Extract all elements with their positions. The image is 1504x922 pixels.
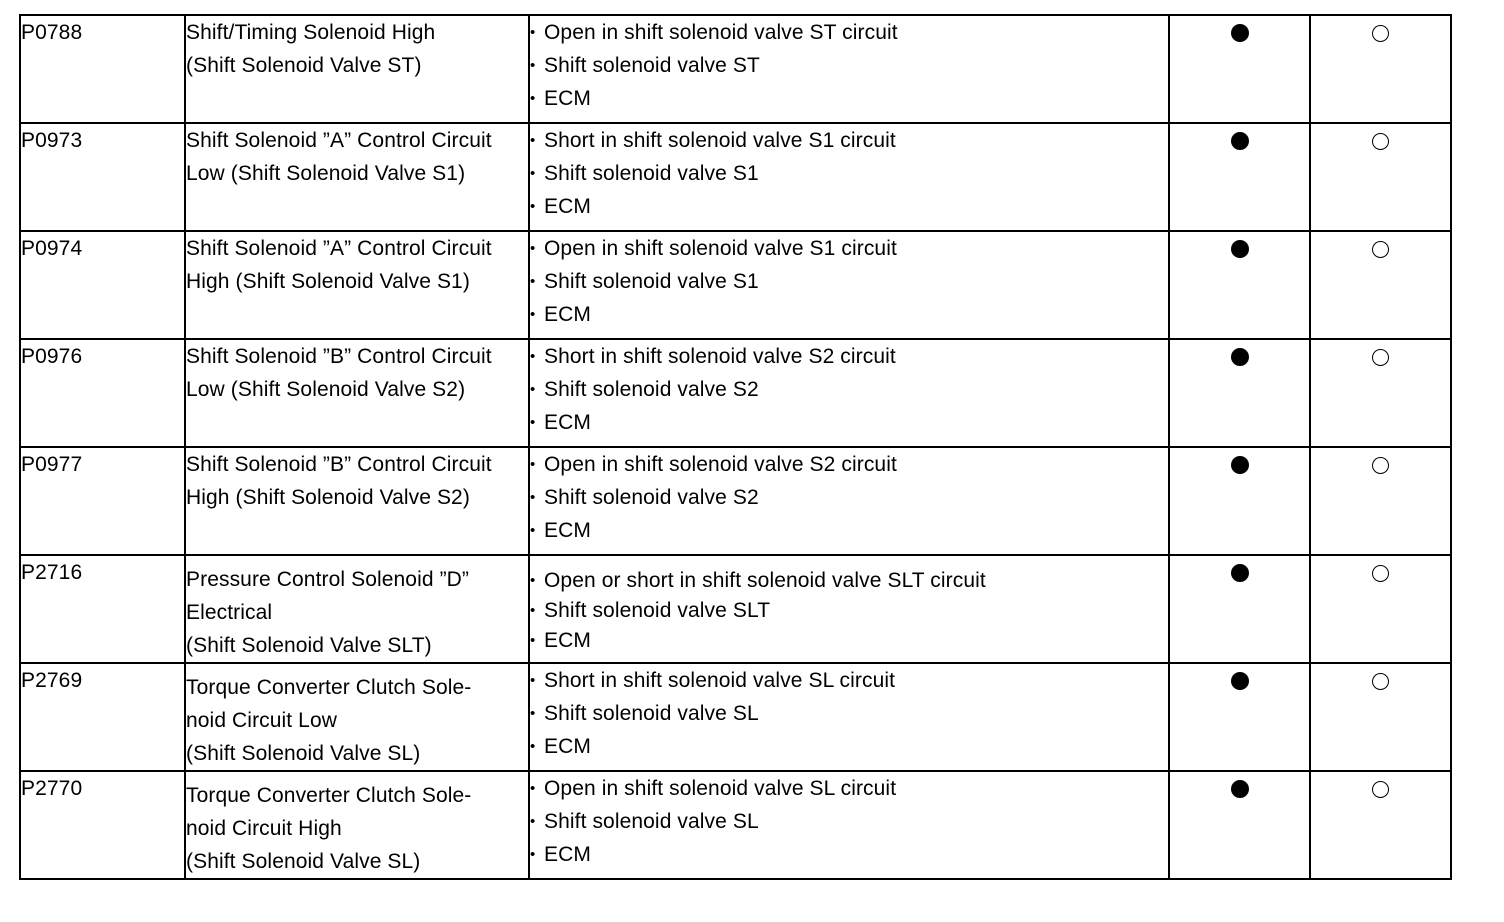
trouble-area-item [530,157,1168,190]
trouble-area-text: Open or short in shift solenoid valve SLT circuit [544,569,986,592]
trouble-area-cell [529,15,1169,123]
detection-item-line: Torque Converter Clutch Sole- [186,784,472,807]
detection-item-line: Low (Shift Solenoid Valve S2) [186,378,466,401]
bullet-icon: • [530,738,536,755]
detection-item-cell [185,15,529,123]
trouble-area-cell [529,663,1169,771]
filled-circle-icon [1231,24,1249,42]
trouble-area-item [530,772,1168,805]
bullet-icon: • [530,813,536,830]
trouble-area-text: ECM [544,735,591,758]
trouble-area-text: Open in shift solenoid valve S2 circuit [544,453,897,476]
filled-circle-icon [1231,132,1249,150]
trouble-area-item [530,82,1168,115]
detection-item-line: Shift Solenoid ”A” Control Circuit [186,237,492,260]
bullet-icon: • [530,456,536,473]
detection-item-line: noid Circuit Low [186,709,337,732]
trouble-area-text: ECM [544,843,591,866]
open-circle-icon [1372,133,1389,150]
open-circle-icon [1372,781,1389,798]
bullet-icon: • [530,672,536,689]
dtc-code: P0974 [21,237,83,260]
trouble-area-text: Shift solenoid valve S1 [544,162,759,185]
detection-item-line: (Shift Solenoid Valve SL) [186,850,421,873]
trouble-area-item [530,481,1168,514]
trouble-area-cell [529,231,1169,339]
filled-circle-icon [1231,240,1249,258]
trouble-area-text: Open in shift solenoid valve S1 circuit [544,237,897,260]
detection-item-line: Shift/Timing Solenoid High [186,21,436,44]
dtc-code-cell [20,663,185,771]
trouble-area-item [530,190,1168,223]
mark-cell-2 [1310,555,1451,663]
detection-item-line: (Shift Solenoid Valve ST) [186,54,422,77]
table-row [20,663,1451,771]
mark-cell-1 [1169,771,1310,879]
bullet-icon: • [530,780,536,797]
trouble-area-text: ECM [544,87,591,110]
mark-cell-1 [1169,555,1310,663]
table-row [20,555,1451,663]
trouble-area-item [530,406,1168,439]
trouble-area-item [530,124,1168,157]
trouble-area-item [530,514,1168,547]
mark-cell-2 [1310,447,1451,555]
bullet-icon: • [530,572,536,589]
open-circle-icon [1372,565,1389,582]
bullet-icon: • [530,489,536,506]
bullet-icon: • [530,57,536,74]
filled-circle-icon [1231,564,1249,582]
dtc-code-cell [20,123,185,231]
bullet-icon: • [530,24,536,41]
dtc-code-cell [20,771,185,879]
detection-item-line: (Shift Solenoid Valve SLT) [186,634,432,657]
trouble-area-item [530,566,1168,596]
dtc-code-cell [20,339,185,447]
trouble-area-item [530,697,1168,730]
detection-item-cell [185,771,529,879]
trouble-area-text: Short in shift solenoid valve S1 circuit [544,129,896,152]
mark-cell-2 [1310,771,1451,879]
detection-item-cell [185,447,529,555]
trouble-area-cell [529,339,1169,447]
dtc-code-cell [20,555,185,663]
trouble-area-text: Open in shift solenoid valve SL circuit [544,777,897,800]
mark-cell-1 [1169,339,1310,447]
mark-cell-2 [1310,15,1451,123]
bullet-icon: • [530,90,536,107]
dtc-code: P2769 [21,669,83,692]
dtc-code: P0976 [21,345,83,368]
detection-item-line: noid Circuit High [186,817,342,840]
trouble-area-text: Shift solenoid valve ST [544,54,760,77]
bullet-icon: • [530,414,536,431]
trouble-area-cell [529,771,1169,879]
trouble-area-text: ECM [544,195,591,218]
bullet-icon: • [530,240,536,257]
trouble-area-text: Shift solenoid valve S1 [544,270,759,293]
open-circle-icon [1372,25,1389,42]
open-circle-icon [1372,241,1389,258]
dtc-code: P0973 [21,129,83,152]
trouble-area-item [530,265,1168,298]
trouble-area-cell [529,447,1169,555]
bullet-icon: • [530,602,536,619]
detection-item-line: Shift Solenoid ”B” Control Circuit [186,345,492,368]
trouble-area-item [530,298,1168,331]
trouble-area-text: Shift solenoid valve SLT [544,599,771,622]
trouble-area-text: Shift solenoid valve SL [544,702,759,725]
trouble-area-text: Shift solenoid valve S2 [544,486,759,509]
mark-cell-2 [1310,123,1451,231]
trouble-area-item [530,838,1168,871]
trouble-area-text: Shift solenoid valve S2 [544,378,759,401]
table-row [20,123,1451,231]
trouble-area-text: ECM [544,411,591,434]
mark-cell-1 [1169,123,1310,231]
trouble-area-text: ECM [544,629,591,652]
mark-cell-1 [1169,447,1310,555]
table-row [20,771,1451,879]
trouble-area-text: Short in shift solenoid valve SL circuit [544,669,896,692]
detection-item-cell [185,663,529,771]
dtc-code: P2770 [21,777,83,800]
mark-cell-2 [1310,231,1451,339]
dtc-table [19,14,1452,880]
detection-item-line: Pressure Control Solenoid ”D” [186,568,470,591]
bullet-icon: • [530,198,536,215]
table-row [20,231,1451,339]
trouble-area-text: ECM [544,519,591,542]
bullet-icon: • [530,522,536,539]
mark-cell-1 [1169,663,1310,771]
mark-cell-1 [1169,15,1310,123]
table-row [20,447,1451,555]
bullet-icon: • [530,381,536,398]
table-row [20,15,1451,123]
trouble-area-item [530,340,1168,373]
detection-item-line: High (Shift Solenoid Valve S2) [186,486,470,509]
trouble-area-item [530,730,1168,763]
dtc-code: P0977 [21,453,83,476]
trouble-area-text: ECM [544,303,591,326]
bullet-icon: • [530,132,536,149]
filled-circle-icon [1231,780,1249,798]
detection-item-cell [185,123,529,231]
trouble-area-item [530,805,1168,838]
detection-item-line: High (Shift Solenoid Valve S1) [186,270,470,293]
mark-cell-1 [1169,231,1310,339]
trouble-area-text: Short in shift solenoid valve S2 circuit [544,345,896,368]
trouble-area-cell [529,555,1169,663]
trouble-area-item [530,49,1168,82]
trouble-area-text: Open in shift solenoid valve ST circuit [544,21,898,44]
detection-item-line: Shift Solenoid ”B” Control Circuit [186,453,492,476]
detection-item-line: Torque Converter Clutch Sole- [186,676,472,699]
mark-cell-2 [1310,339,1451,447]
bullet-icon: • [530,165,536,182]
bullet-icon: • [530,348,536,365]
trouble-area-item [530,626,1168,656]
bullet-icon: • [530,273,536,290]
bullet-icon: • [530,306,536,323]
trouble-area-item [530,664,1168,697]
detection-item-cell [185,231,529,339]
trouble-area-item [530,373,1168,406]
dtc-table-body [20,15,1451,879]
dtc-code-cell [20,231,185,339]
bullet-icon: • [530,632,536,649]
trouble-area-item [530,596,1168,626]
dtc-code-cell [20,15,185,123]
trouble-area-text: Shift solenoid valve SL [544,810,759,833]
filled-circle-icon [1231,672,1249,690]
open-circle-icon [1372,457,1389,474]
detection-item-line: (Shift Solenoid Valve SL) [186,742,421,765]
filled-circle-icon [1231,456,1249,474]
trouble-area-item [530,448,1168,481]
bullet-icon: • [530,846,536,863]
mark-cell-2 [1310,663,1451,771]
bullet-icon: • [530,705,536,722]
detection-item-line: Shift Solenoid ”A” Control Circuit [186,129,492,152]
dtc-code-cell [20,447,185,555]
open-circle-icon [1372,349,1389,366]
open-circle-icon [1372,673,1389,690]
trouble-area-cell [529,123,1169,231]
dtc-code: P0788 [21,21,83,44]
trouble-area-item [530,16,1168,49]
detection-item-cell [185,555,529,663]
table-row [20,339,1451,447]
filled-circle-icon [1231,348,1249,366]
detection-item-cell [185,339,529,447]
trouble-area-item [530,232,1168,265]
detection-item-line: Low (Shift Solenoid Valve S1) [186,162,466,185]
detection-item-line: Electrical [186,601,273,624]
dtc-code: P2716 [21,561,83,584]
